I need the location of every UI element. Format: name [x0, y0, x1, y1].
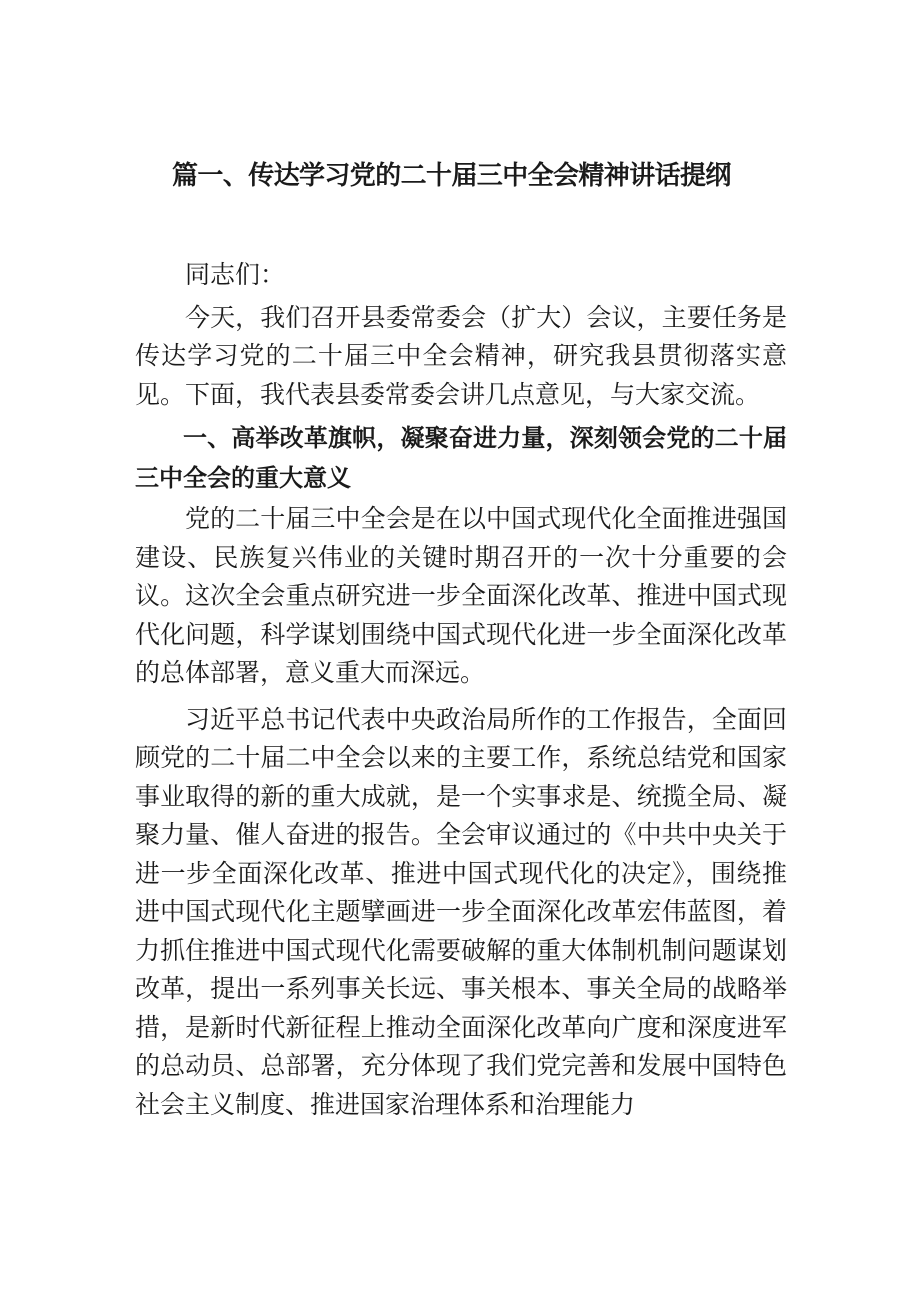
- paragraph-intro: 今天，我们召开县委常委会（扩大）会议，主要任务是传达学习党的二十届三中全会精神，研究我县贯彻落实意见。下面，我代表县委常委会讲几点意见，与大家交流。: [135, 302, 787, 409]
- document-title: 篇一、传达学习党的二十届三中全会精神讲话提纲: [172, 161, 731, 191]
- section-heading: 一、高举改革旗帜，凝聚奋进力量，深刻领会党的二十届三中全会的重大意义: [135, 424, 787, 492]
- paragraph-report: 习近平总书记代表中央政治局所作的工作报告，全面回顾党的二十届二中全会以来的主要工作，系统总结党和国家事业取得的新的重大成就，是一个实事求是、统揽全局、凝聚力量、催人奋进的报告。全会审议通过的《中共中央关于进一步全面深化改革、推进中国式现代化的决定》，围绕推进中国式现代化主题擘画进一步全面深化改革宏伟蓝图，着力抓住推进中国式现代化需要破解的重大体制机制问题谋划改革，提出一系列事关长远、事关根本、事关全局的战略举措，是新时代新征程上推动全面深化改革向广度和深度进军的总动员、总部署，充分体现了我们党完善和发展中国特色社会主义制度、推进国家治理体系和治理能力: [135, 704, 787, 1119]
- document-body: [135, 256, 787, 1124]
- salutation: 同志们：: [185, 260, 286, 289]
- paragraph-significance: 党的二十届三中全会是在以中国式现代化全面推进强国建设、民族复兴伟业的关键时期召开的一次十分重要的会议。这次全会重点研究进一步全面深化改革、推进中国式现代化问题，科学谋划围绕中国式现代化进一步全面深化改革的总体部署，意义重大而深远。: [135, 504, 787, 687]
